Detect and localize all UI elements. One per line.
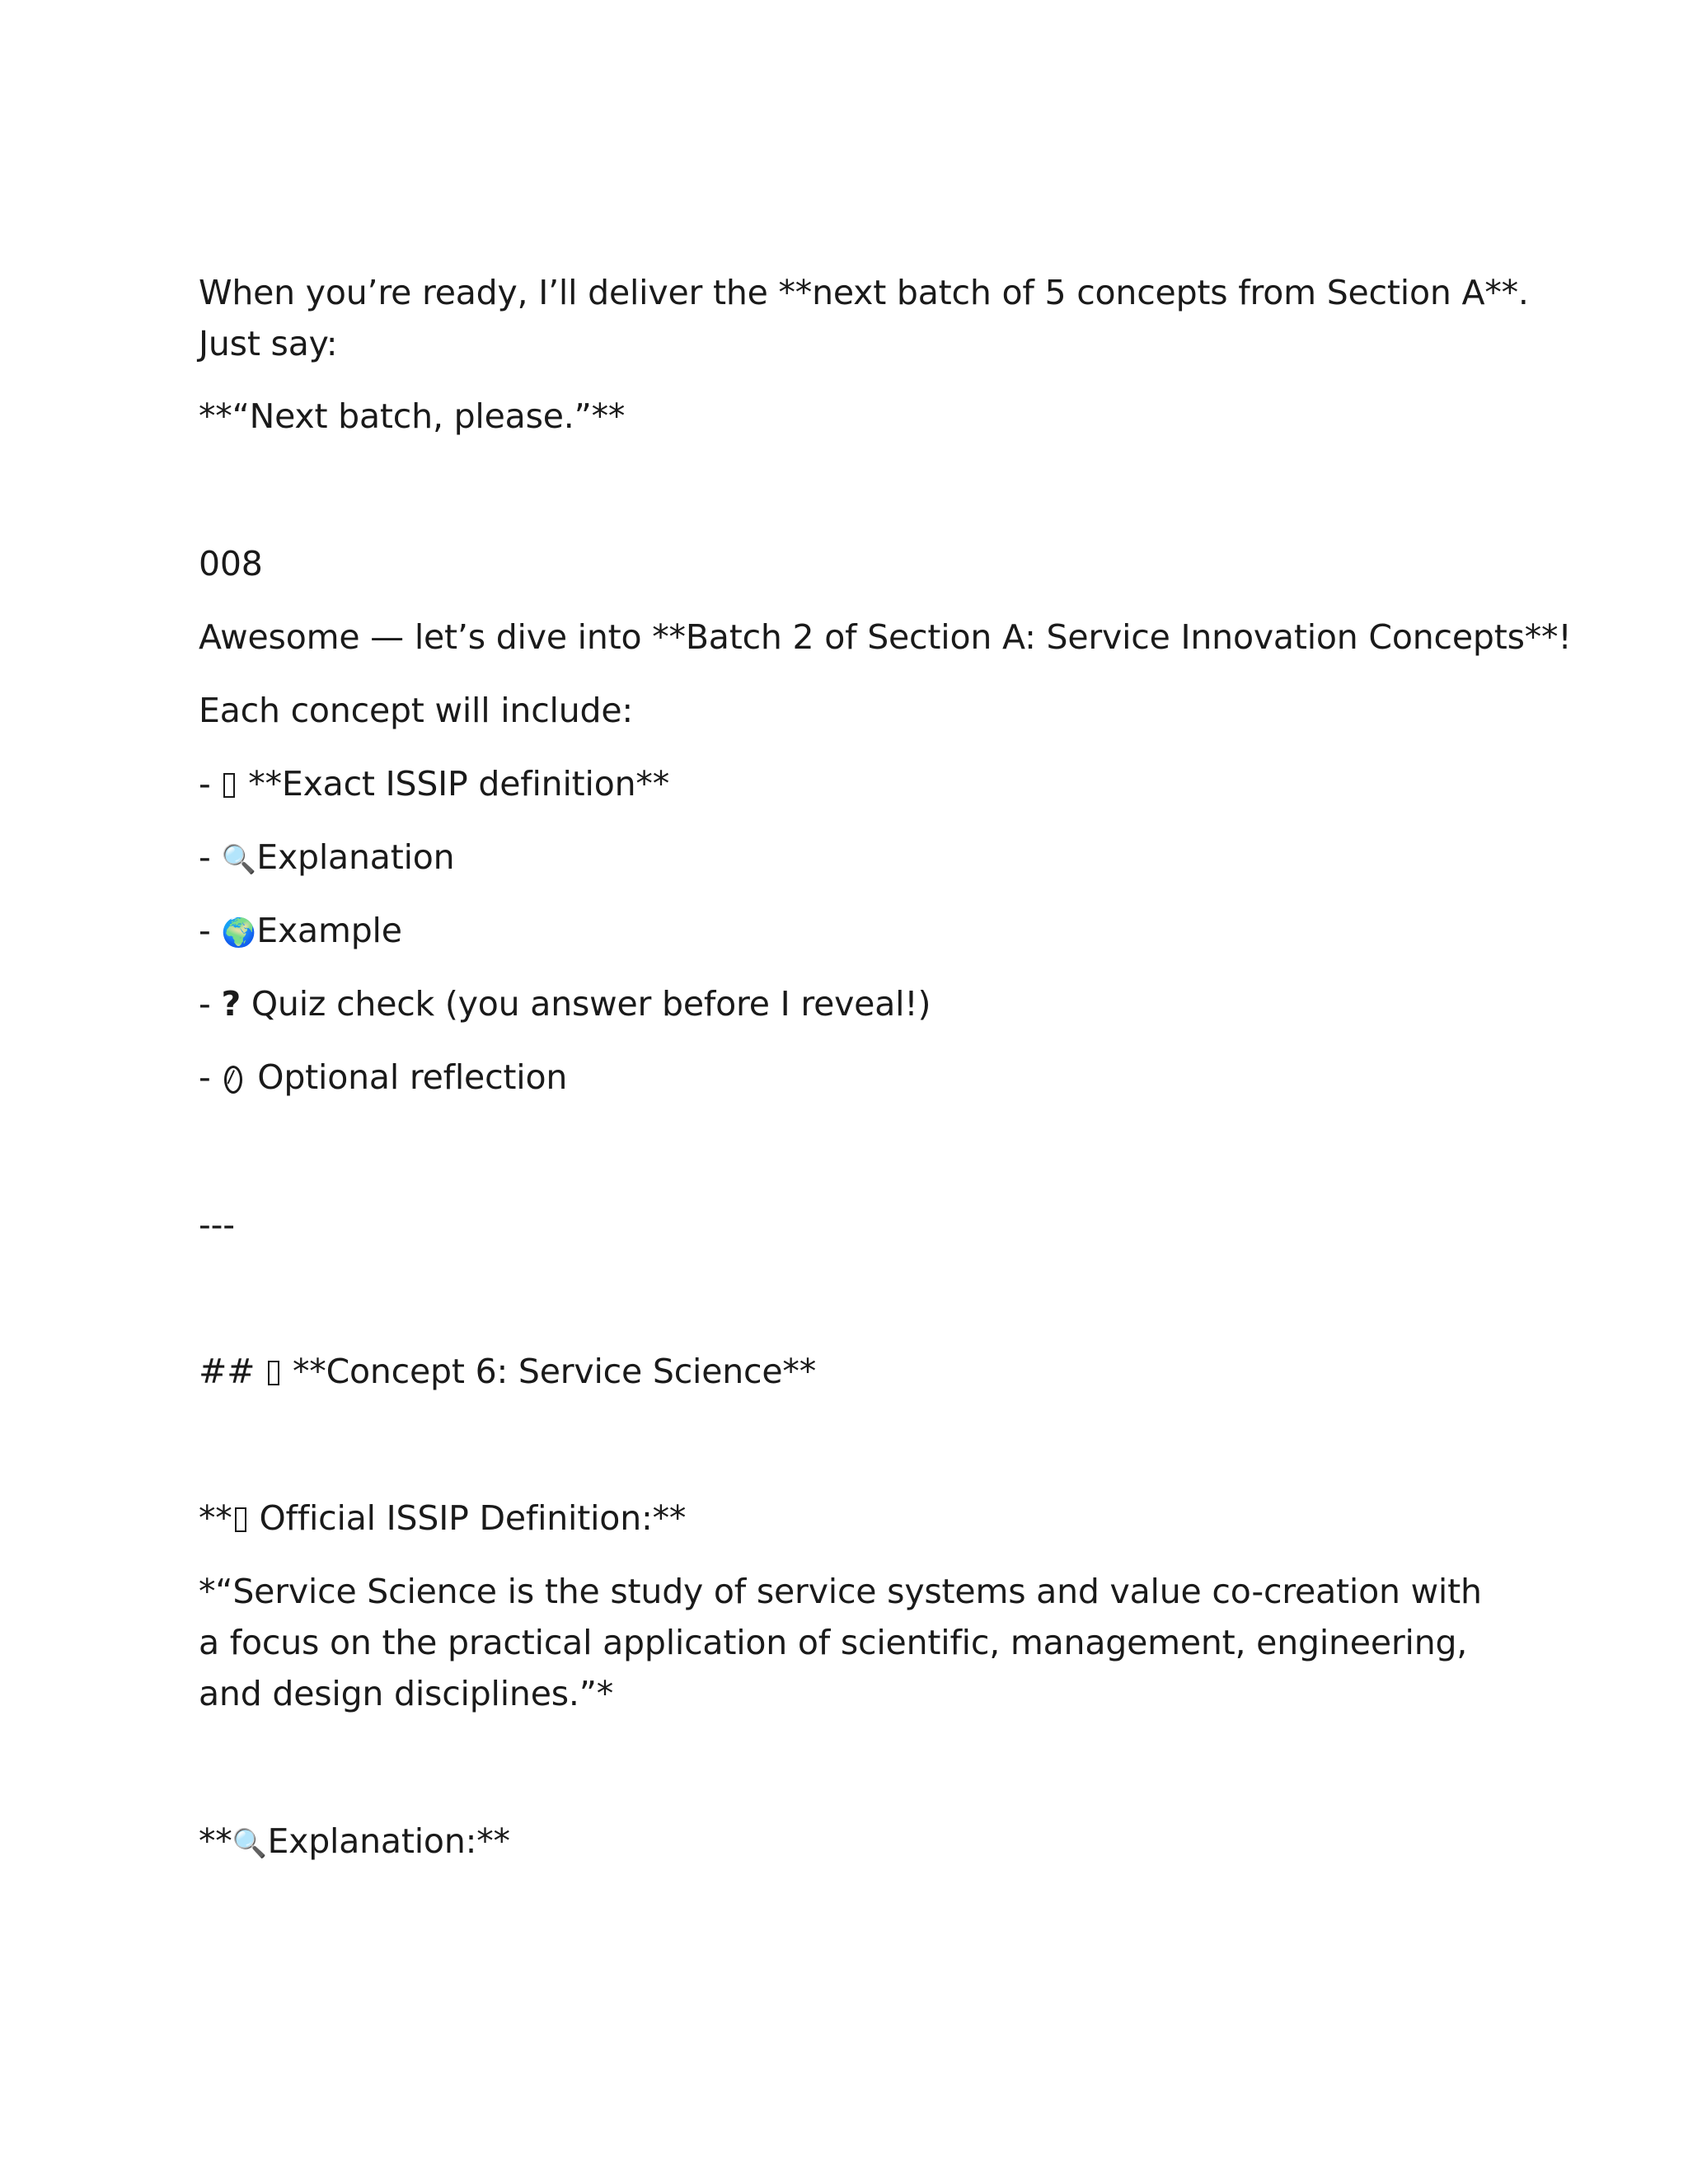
definition-label — [199, 1493, 686, 1544]
list-item-prefix: - — [199, 837, 222, 877]
definition-label-prefix: ** — [199, 1498, 232, 1538]
batch-heading: Awesome — let’s dive into **Batch 2 of Section A: Service Innovation Concepts**! — [199, 617, 1572, 657]
list-item-prefix: - — [199, 1057, 222, 1097]
intro-quote: **“Next batch, please.”** — [199, 396, 626, 436]
missing-glyph-icon — [268, 1361, 279, 1385]
magnifier-icon: 🔍 — [232, 1827, 267, 1860]
missing-glyph-icon — [223, 773, 235, 798]
heading-prefix: ## — [199, 1352, 266, 1391]
list-item-prefix: - — [199, 764, 222, 804]
intro-line-1: When you’re ready, I’ll deliver the **next batch of 5 concepts from Section A**. — [199, 273, 1529, 312]
list-item — [199, 1052, 567, 1103]
explanation-label-prefix: ** — [199, 1821, 232, 1861]
explanation-label-text: Explanation:** — [256, 1821, 510, 1861]
concept-heading-text: **Concept 6: Service Science** — [282, 1352, 816, 1391]
list-item-text: Quiz check (you answer before I reveal!) — [241, 984, 931, 1024]
magnifier-icon: 🔍 — [221, 843, 256, 876]
list-item-prefix: - — [199, 984, 222, 1024]
intro-line-2: Just say: — [199, 324, 338, 363]
question-mark-icon: ? — [221, 984, 241, 1024]
list-item-text: Optional reflection — [246, 1057, 568, 1097]
globe-icon: 🌍 — [221, 916, 256, 949]
includes-label: Each concept will include: — [199, 691, 633, 730]
section-divider: --- — [199, 1205, 235, 1244]
list-item-text: Explanation — [246, 837, 455, 877]
list-item — [199, 978, 931, 1029]
list-item-text: **Exact ISSIP definition** — [237, 764, 669, 804]
explanation-label — [199, 1816, 510, 1869]
list-item — [199, 758, 669, 809]
definition-text: *“Service Science is the study of service systems and value co-creation with a focus on the practical application of scientific, management, engineering, and design disciplines.”* — [199, 1572, 1482, 1713]
list-item — [199, 832, 454, 885]
page-number: 008 — [199, 544, 263, 583]
definition-label-text: Official ISSIP Definition:** — [248, 1498, 687, 1538]
list-item-text: Example — [246, 911, 402, 950]
missing-glyph-icon — [235, 1507, 246, 1532]
list-item — [199, 905, 402, 958]
pencil-icon — [224, 1066, 242, 1094]
list-item-prefix: - — [199, 911, 222, 950]
concept-heading — [199, 1346, 816, 1397]
